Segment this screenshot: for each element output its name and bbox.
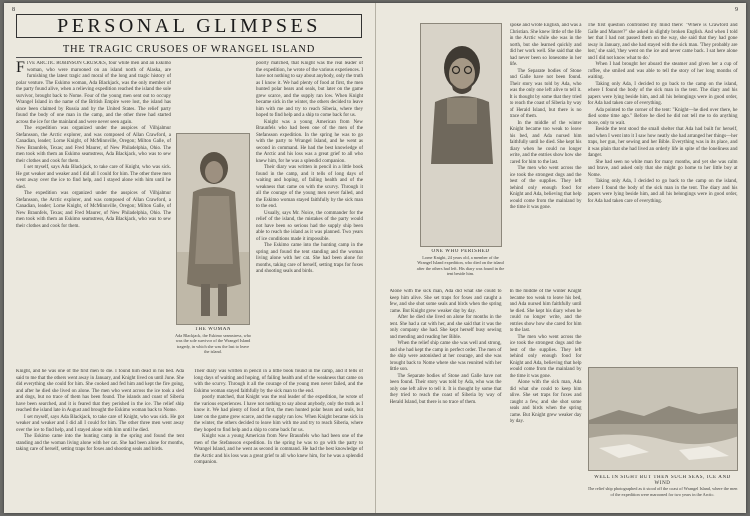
landscape-caption: WELL IN SIGHT BUT THEN SUCH SEAS, ICE AND WIND The relief ship photographed as it stood off the coast of Wrangel Island, where the men of the expedition were marooned for two years in the Arctic.	[587, 475, 738, 497]
body-paragraph: The Eskimo came into the hunting camp in the spring and found the tent standing and the woman living alone with her cat. She had been alone for months, taking care of herself, setting traps for foxes and shooting seals and birds.	[256, 243, 363, 274]
body-paragraph: The men who went across the ice took the strongest dogs and the best of the supplies. They left behind only enough food for Knight and Ada, believing that help would come from the mainland by the time it was gone.	[509, 334, 582, 379]
body-paragraph: Usually, says Mr. Noice, the commander for the relief of the island, the mistakes of the party would not have been so serious had the supply ship been able to reach the island as it was planned. Two years of ice conditions made it impossible.	[256, 210, 363, 242]
article-column-3	[16, 369, 184, 507]
body-paragraph: The expedition was organized under the auspices of Vilhjalmur Stefansson, the Arctic explorer, and was composed of Allan Crawford, a Canadian, leader; Lorne Knight, of McMinnville, Oregon; Milton Galle, of New Braunfels, Texas; and Fred Maurer, of New Philadelphia, Ohio. The men took with them an Eskimo seamstress, Ada Blackjack, who was to sew their clothes and cook for them.	[16, 126, 171, 164]
man-portrait-icon	[421, 24, 502, 247]
body-paragraph: Knight, and he was one of the first men to die. I found him dead in his bed. Ada said to me that the others went away in January, and Knight lived on until June. She did everything she could for him. She cooked and fed him and kept the fire going, and after he died she lived on alone. The men who went across the ice took a sled and dogs, but no trace of them has been found. The islands and coast of Siberia have been searched, and it is feared that they perished in the ice. The relief ship reached the island late in August and brought the Eskimo woman back to Nome.	[16, 369, 184, 413]
body-paragraph: poorly matched, that Knight was the real leader of the expedition, he wrote of the various experiences. I have not nothing to say about anybody, only the truth as I know it. We had plenty of food at first, the men hunted polar bears and seals, but later on the game grew scarce, and the supply ran low. When Knight became sick in the winter, the others decided to leave him with me and try to reach Siberia, where they hoped to find help and a ship to come back for us.	[256, 61, 363, 118]
body-paragraph: poorly matched, that Knight was the real leader of the expedition, he wrote of the various experiences. I have not nothing to say about anybody, only the truth as I know it. We had plenty of food at first, the men hunted polar bears and seals, but later on the game grew scarce, and the supply ran low. When Knight became sick in the winter, the others decided to leave him with me and try to reach Siberia, where they hoped to find help and a ship to come back for us.	[194, 395, 363, 433]
body-paragraph: When the relief ship came she was well and strong, and she had kept the camp in perfect order. The men of the ship were astonished at her courage, and she was brought back to Nome where she was reunited with her little son.	[389, 341, 502, 372]
body-paragraph: She had seen no white man for many months, and yet she was calm and brave, and asked only that she might go home to her little boy at Nome.	[587, 159, 738, 178]
body-paragraph: The Separate bodies of Stone and Galle have not been found. Their story was told by Ada, who was the only one left alive to tell it. It is thought by some that they tried to reach the coast of Siberia by way of Herald Island, but there is no trace of them.	[509, 68, 582, 119]
body-paragraph: I set myself, says Ada Blackjack, to take care of Knight, who was sick. He got weaker and weaker and I did all I could for him. The other three men went away over the ice to find help, and I stayed alone with him until he died.	[16, 165, 171, 190]
photo-caption: THE WOMAN Ada Blackjack, the Eskimo seamstress, who was the sole survivor of the Wrangel Island tragedy, in which she was the last to leave the island.	[174, 327, 251, 354]
body-paragraph: Alone with the sick man, Ada did what she could to keep him alive. She set traps for foxes and caught a few, and she shot some seals and birds when the spring came. But Knight grew weaker day by day.	[509, 380, 582, 424]
article-column-2	[256, 61, 363, 364]
portrait-caption: ONE WHO PERISHED Lorne Knight, 24 years old, a member of the Wrangel Island expedition, who died on the island after the others had left. His diary was found in the tent beside him.	[416, 249, 505, 276]
body-paragraph: Knight was a young American from New Braunfels who had been one of the men of the Stefansson expedition. In the spring he was to go with the party to Wrangel Island, and he went as second in command. He had the best knowledge of the Arctic and his loss was a great grief to all who knew him, for he was a splendid companion.	[256, 119, 363, 164]
body-paragraph: The Eskimo came into the hunting camp in the spring and found the tent standing and the woman living alone with her cat. She had been alone for months, taking care of herself, setting traps for foxes and shooting seals and birds.	[16, 434, 184, 452]
article-column-6	[588, 23, 738, 363]
body-paragraph: After he died she lived on alone for months in the tent. She had a cat with her, and she said that it was the only company she had. She kept herself busy sewing and mending and reading her Bible.	[389, 315, 502, 340]
body-paragraph: The men who went across the ice took the strongest dogs and the best of the supplies. They left behind only enough food for Knight and Ada, believing that help would come from the mainland by the time it was gone.	[509, 166, 582, 210]
magazine-spread	[4, 3, 746, 513]
article-title: THE TRAGIC CRUSOES OF WRANGEL ISLAND	[62, 44, 316, 55]
body-paragraph: Taking only Ada, I decided to go back to the camp on the island, where I found the body of the sick man in the tent. The diary and his papers were lying beside him, and all his belongings were in good order, for Ada had taken care of everything.	[587, 81, 738, 106]
body-paragraph: The expedition was organized under the auspices of Vilhjalmur Stefansson, the Arctic explorer, and was composed of Allan Crawford, a Canadian, leader; Lorne Knight, of McMinnville, Oregon; Milton Galle, of New Braunfels, Texas; and Fred Maurer, of New Philadelphia, Ohio. The men took with them an Eskimo seamstress, Ada Blackjack, who was to sew their clothes and cook for them.	[16, 191, 171, 229]
body-paragraph: Their diary was written in pencil in a little book found in the camp, and it tells of long days of waiting and hoping, of failing health and of the weakness that came on with the scurvy. Through it all the courage of the young men never failed, and the Eskimo woman stayed faithfully by the sick man to the end.	[256, 165, 363, 209]
title-rule	[16, 57, 362, 58]
body-paragraph: Their diary was written in pencil in a little book found in the camp, and it tells of long days of waiting and hoping, of failing health and of the weakness that came on with the scurvy. Through it all the courage of the young men never failed, and the Eskimo woman stayed faithfully by the sick man to the end.	[194, 369, 363, 394]
article-column-8	[510, 289, 582, 507]
body-paragraph: The first question confronted my mind there: "Where is Crawford and Galle and Maurer?" she asked in slightly broken English. And when I told her that I had not passed them on the way, she said that they had gone away in January, and she had stayed with the sick man. 'They probably are lost,' she said, 'they went on the ice and never came back. I sat here alone and I did not know what to do.'	[587, 23, 738, 61]
article-column-1	[16, 61, 171, 364]
woman-figure-icon	[177, 134, 250, 325]
body-paragraph: In the middle of the winter Knight became too weak to leave his bed, and Ada nursed him faithfully until he died. She kept his diary when he could no longer write, and the entries show how she cared for him to the last.	[509, 289, 582, 333]
section-header	[16, 14, 362, 38]
body-paragraph: In the middle of the winter Knight became too weak to leave his bed, and Ada nursed him faithfully until he died. She kept his diary when he could no longer write, and the entries show how she cared for him to the last.	[509, 120, 582, 165]
body-paragraph: Ada pointed to the corner of the tent: "Knight—he died over there, he died some time ago." Before he died he did not tell me to do anything more, only to wait.	[587, 107, 738, 126]
article-column-7	[390, 289, 502, 507]
ship-landscape-photo	[588, 367, 738, 471]
body-paragraph: The Separate bodies of Stone and Galle have not been found. Their story was told by Ada, who was the only one left alive to tell it. It is thought by some that they tried to reach the coast of Siberia by way of Herald Island, but there is no trace of them.	[389, 373, 502, 405]
body-paragraph: I set myself, says Ada Blackjack, to take care of Knight, who was sick. He got weaker and weaker and I did all I could for him. The other three men went away over the ice to find help, and I stayed alone with him until he died.	[16, 414, 184, 433]
page-number: 8	[12, 7, 15, 13]
body-paragraph: Knight was a young American from New Braunfels who had been one of the men of the Stefansson expedition. In the spring he was to go with the party to Wrangel Island, and he went as second in command. He had the best knowledge of the Arctic and his loss was a great grief to all who knew him, for he was a splendid companion.	[194, 434, 363, 465]
right-page	[376, 3, 747, 513]
ice-landscape-icon	[589, 368, 738, 471]
body-paragraph: FIVE ARCTIC ROBINSON CRUSOES, four white men and an Eskimo woman, who were marooned on an island north of Alaska, are furnishing the latest tragic and moral of the long and tragic history of polar venture. The Eskimo woman, Ada Blackjack, was the only member of the party found alive, when a relieving expedition reached the island the sole survivor, brought back to Nome. Four of the young men sent out to occupy Wrangel Island in the name of the British Empire were lost, the island has since been claimed by Russia and by the United States. The relief party found the body of one man in the camp, and the other three had started across the ice for the mainland and were never seen again.	[16, 61, 171, 125]
body-paragraph: Alone with the sick man, Ada did what she could to keep him alive. She set traps for foxes and caught a few, and she shot some seals and birds when the spring came. But Knight grew weaker day by day.	[389, 289, 502, 314]
body-paragraph: Beside the tent stood the small shelter that Ada had built for herself, and when I went into it I saw how neatly she had arranged her things—her traps, her gun, her sewing and her Bible. Everything was in its place, and it was plain that she had lived an orderly life in spite of the loneliness and danger.	[587, 127, 738, 158]
section-title: PERSONAL GLIMPSES	[57, 14, 321, 37]
article-column-4	[194, 369, 363, 507]
article-column-5	[510, 23, 582, 283]
body-paragraph: spoke and wrote English, and was a Christian. She knew little of the life in the Arctic while she was in the north, but she learned quickly and did her work well. She said that she had never been so lonesome in her life.	[509, 23, 582, 67]
eskimo-woman-photo	[176, 133, 250, 325]
drop-cap: F	[16, 61, 25, 76]
body-paragraph: When I had brought her aboard the steamer and given her a cup of coffee, she smiled and was able to tell the story of her long months of waiting.	[587, 62, 738, 80]
explorer-portrait-photo	[420, 23, 502, 247]
body-paragraph: Taking only Ada, I decided to go back to the camp on the island, where I found the body of the sick man in the tent. The diary and his papers were lying beside him, and all his belongings were in good order, for Ada had taken care of everything.	[587, 179, 738, 204]
page-number: 9	[735, 7, 738, 13]
left-page	[4, 3, 376, 513]
